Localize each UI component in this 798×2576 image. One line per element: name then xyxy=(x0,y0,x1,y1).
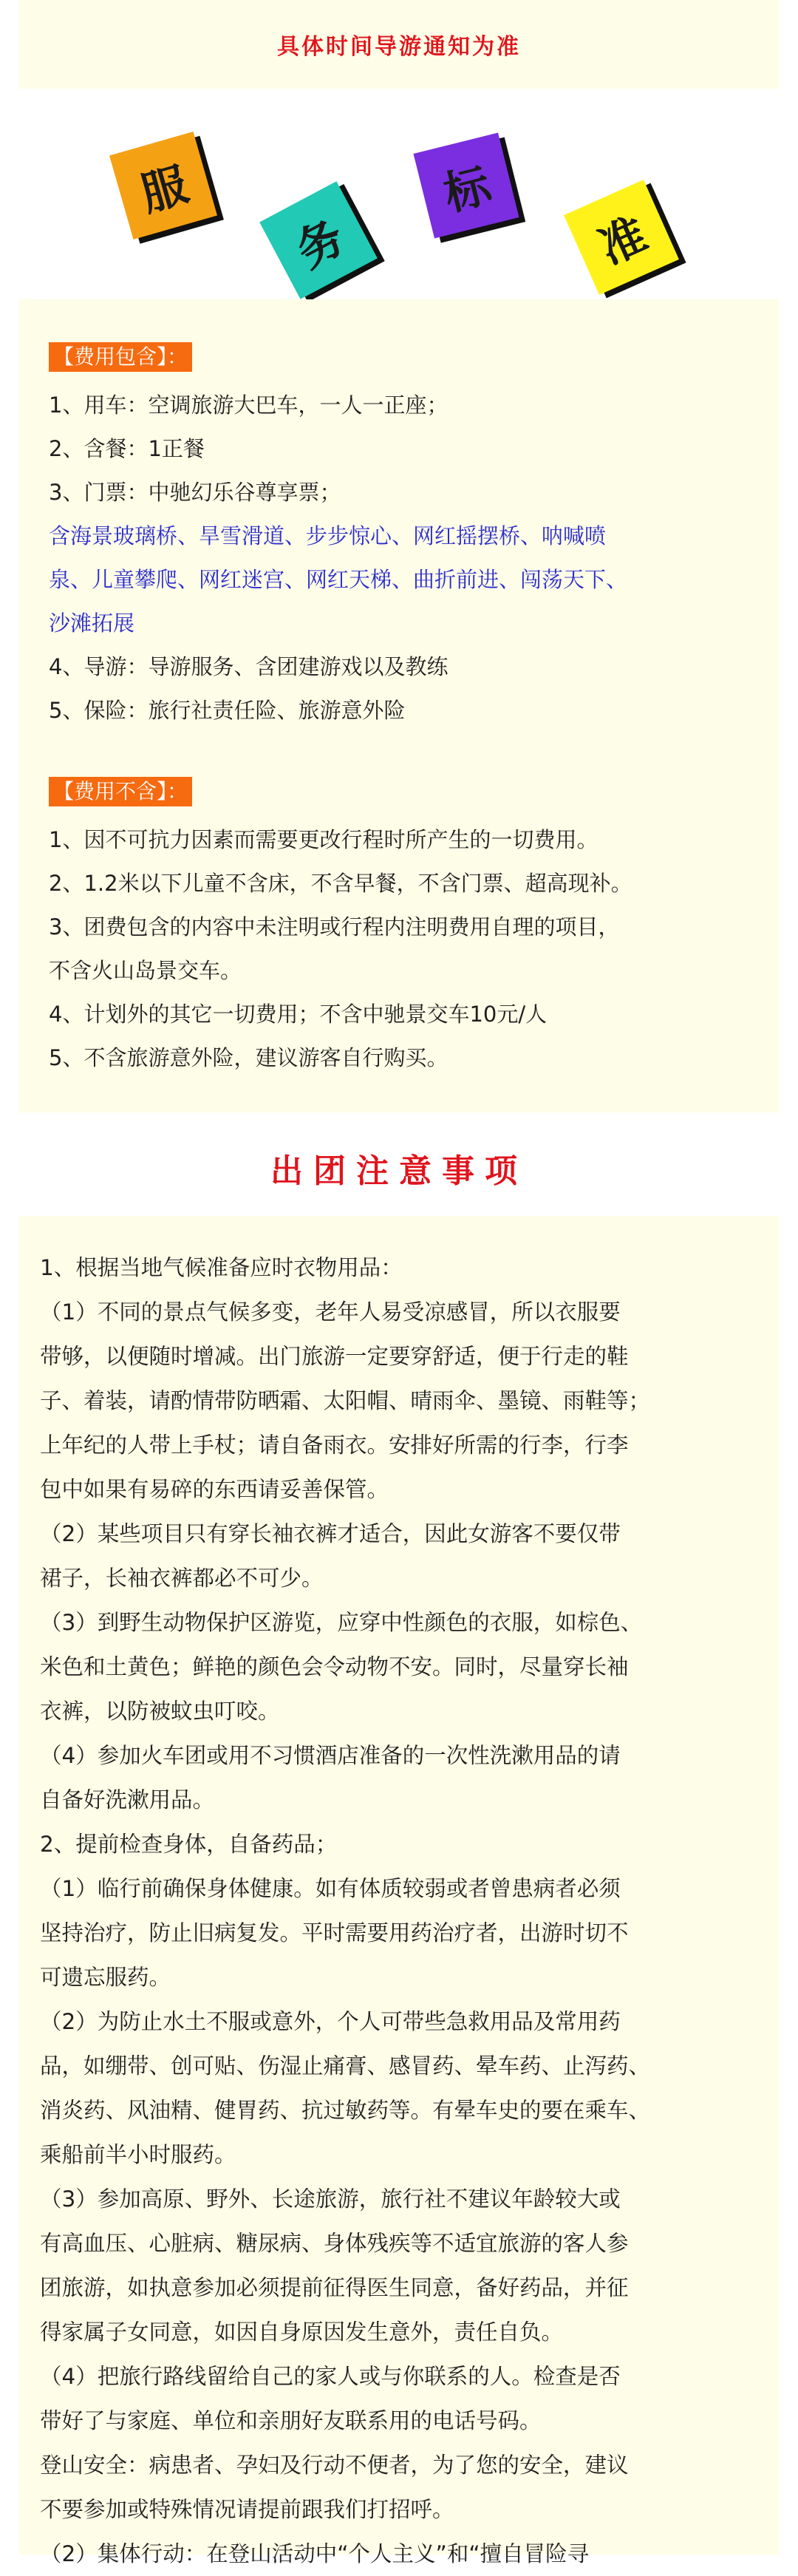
note-line: 团旅游，如执意参加必须提前征得医生同意，备好药品，并征 xyxy=(40,2275,629,2300)
note-line: 米色和土黄色；鲜艳的颜色会令动物不安。同时，尽量穿长袖 xyxy=(40,1654,629,1679)
attractions-line: 沙滩拓展 xyxy=(49,611,135,636)
notes-title: 出团注意事项 xyxy=(270,1152,528,1190)
note-line: （4）参加火车团或用不习惯酒店准备的一次性洗漱用品的请 xyxy=(40,1743,621,1768)
banner-tile-wu: 务 xyxy=(259,181,378,299)
banner-tile-biao: 标 xyxy=(413,132,519,238)
notice-banner xyxy=(19,0,779,89)
note-line: （2）某些项目只有穿长袖衣裤才适合，因此女游客不要仅带 xyxy=(40,1521,621,1546)
fees-excluded-line: 5、不含旅游意外险，建议游客自行购买。 xyxy=(49,1045,449,1070)
note-line: （1）临行前确保身体健康。如有体质较弱或者曾患病者必须 xyxy=(40,1876,621,1901)
service-standard-banner xyxy=(0,126,798,303)
banner-tile-zhun: 准 xyxy=(564,180,679,295)
note-line: 1、根据当地气候准备应时衣物用品： xyxy=(40,1255,403,1280)
note-line: （2）为防止水土不服或意外，个人可带些急救用品及常用药 xyxy=(40,2009,621,2034)
fees-excluded-line: 3、团费包含的内容中未注明或行程内注明费用自理的项目， xyxy=(49,914,620,939)
fees-included-line: 3、门票：中驰幻乐谷尊享票； xyxy=(49,480,341,505)
note-line: 登山安全：病患者、孕妇及行动不便者，为了您的安全，建议 xyxy=(40,2453,629,2478)
fees-included-line: 1、用车：空调旅游大巴车，一人一正座； xyxy=(49,392,449,418)
note-line: 得家属子女同意，如因自身原因发生意外，责任自负。 xyxy=(40,2320,564,2345)
note-line: 乘船前半小时服药。 xyxy=(40,2142,236,2167)
note-line: 裙子，长袖衣裤都必不可少。 xyxy=(40,1566,324,1591)
notes-panel xyxy=(19,1216,779,2566)
note-line: 有高血压、心脏病、糖尿病、身体残疾等不适宜旅游的客人参 xyxy=(40,2231,629,2256)
note-line: 自备好洗漱用品。 xyxy=(40,1787,215,1812)
notice-text: 具体时间导游通知为准 xyxy=(277,34,521,60)
note-line: 品，如绷带、创可贴、伤湿止痛膏、感冒药、晕车药、止泻药、 xyxy=(40,2053,651,2079)
note-line: （1）不同的景点气候多变，老年人易受凉感冒，所以衣服要 xyxy=(40,1299,621,1325)
fees-excluded-line: 不含火山岛景交车。 xyxy=(49,958,242,983)
note-line: 子、着装，请酌情带防晒霜、太阳帽、晴雨伞、墨镜、雨鞋等； xyxy=(40,1388,651,1413)
note-line: 坚持治疗，防止旧病复发。平时需要用药治疗者，出游时切不 xyxy=(40,1920,629,1945)
fees-included-line: 5、保险：旅行社责任险、旅游意外险 xyxy=(49,698,406,723)
note-line: 消炎药、风油精、健胃药、抗过敏药等。有晕车史的要在乘车、 xyxy=(40,2098,651,2123)
note-line: 带好了与家庭、单位和亲朋好友联系用的电话号码。 xyxy=(40,2408,542,2433)
note-line: 可遗忘服药。 xyxy=(40,1965,171,1990)
fees-excluded-tag: 【费用不含】： xyxy=(49,777,192,806)
fees-included-tag: 【费用包含】： xyxy=(49,342,192,372)
note-line: 衣裤，以防被蚊虫叮咬。 xyxy=(40,1699,280,1724)
note-line: 2、提前检查身体，自备药品； xyxy=(40,1832,338,1857)
fees-included-line: 4、导游：导游服务、含团建游戏以及教练 xyxy=(49,654,449,679)
attractions-line: 泉、儿童攀爬、网红迷宫、网红天梯、曲折前进、闯荡天下、 xyxy=(49,567,628,592)
note-line: （2）集体行动：在登山活动中“个人主义”和“擅自冒险寻 xyxy=(40,2541,590,2566)
note-line: 不要参加或特殊情况请提前跟我们打招呼。 xyxy=(40,2497,454,2522)
note-line: （3）参加高原、野外、长途旅游，旅行社不建议年龄较大或 xyxy=(40,2186,621,2212)
fees-excluded-line: 4、计划外的其它一切费用；不含中驰景交车10元/人 xyxy=(49,1002,548,1027)
note-line: 包中如果有易碎的东西请妥善保管。 xyxy=(40,1477,389,1502)
fees-excluded-line: 1、因不可抗力因素而需要更改行程时所产生的一切费用。 xyxy=(49,827,598,852)
note-line: 上年纪的人带上手杖；请自备雨衣。安排好所需的行李，行李 xyxy=(40,1433,629,1458)
note-line: （4）把旅行路线留给自己的家人或与你联系的人。检查是否 xyxy=(40,2364,621,2389)
note-line: 带够，以便随时增减。出门旅游一定要穿舒适，便于行走的鞋 xyxy=(40,1344,629,1369)
fees-included-line: 2、含餐：1正餐 xyxy=(49,436,205,461)
banner-tile-fu: 服 xyxy=(109,132,217,239)
note-line: （3）到野生动物保护区游览，应穿中性颜色的衣服，如棕色、 xyxy=(40,1610,643,1635)
fees-panel xyxy=(19,299,779,1112)
attractions-line: 含海景玻璃桥、旱雪滑道、步步惊心、网红摇摆桥、呐喊喷 xyxy=(49,523,607,548)
fees-excluded-line: 2、1.2米以下儿童不含床，不含早餐，不含门票、超高现补。 xyxy=(49,871,632,896)
